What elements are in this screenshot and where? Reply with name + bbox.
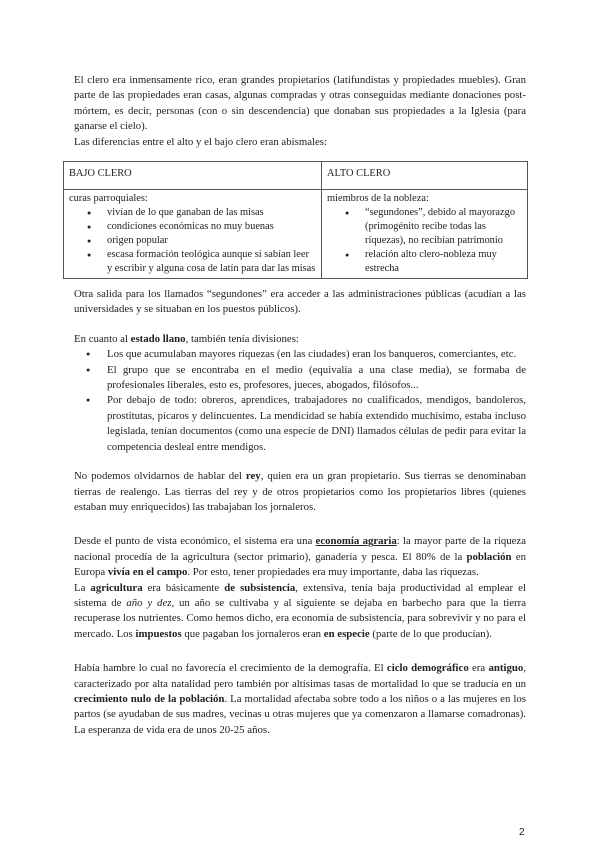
intro-paragraph: El clero era inmensamente rico, eran grandes propietarios (latifundistas y propiedades muebles). Gran parte de las propiedades eran casas, algunas compradas y otras conseguidas mediante donaciones post-mórtem, es decir, personas (con o sin descendencia) que donaban sus propiedades a la Iglesia (para ganarse el cielo). [74, 74, 526, 133]
rey-paragraph [74, 469, 526, 515]
rey-term: rey [245, 470, 261, 483]
clergy-table [63, 161, 528, 279]
clergy-table-header-row [64, 162, 528, 190]
text-span: que pagaban los jornaleros eran [181, 627, 324, 640]
crecimiento-nulo-term: crecimiento nulo de la población [74, 692, 225, 705]
page-number: 2 [519, 827, 525, 838]
text-span: En cuanto al [74, 332, 131, 345]
antiguo-term: antiguo [488, 662, 524, 675]
ciclo-demografico-term: ciclo demográfico [386, 662, 469, 675]
demografia-paragraph [74, 661, 526, 738]
text-span: . Por esto, tener propiedades era muy importante, daba las riquezas. [187, 566, 479, 579]
estado-llano-intro [74, 332, 526, 347]
bajo-clero-lead: curas parroquiales: [69, 193, 148, 205]
text-span: Había hambre lo cual no favorecía el crecimiento de la demografía. El [74, 662, 387, 675]
text-span: en Europa [74, 550, 526, 579]
impuestos-term: impuestos [135, 627, 182, 640]
bajo-clero-cell [64, 190, 322, 279]
text-span: , también tenía divisiones: [185, 332, 299, 345]
ano-y-dez-term: año y dez [126, 596, 172, 609]
bajo-clero-list [69, 206, 316, 276]
text-span: era [468, 662, 489, 675]
list-item: ● escasa formación teológica aunque sí sabían leer y escribir y alguna cosa de latín para dar las misas [69, 248, 316, 276]
text-span: , extensiva, tenía baja productividad al emplear el sistema de [74, 581, 526, 609]
text-span: era básicamente [142, 581, 225, 594]
alto-clero-lead: miembros de la nobleza: [327, 193, 429, 205]
poblacion-term: población [466, 550, 512, 563]
economia-paragraph [74, 534, 526, 580]
estado-llano-list [84, 347, 526, 455]
text-span: , quien era un gran propietario. Sus tierras se denominaban tierras de realengo. Las tierras del rey y de otros propietarios como los propietarios libres (quienes estaban muy enriquecidos) las trabajaban los jornaleros. [74, 470, 526, 513]
estado-llano-term: estado llano [130, 332, 186, 345]
text-span: , caracterizado por alta natalidad pero también por altísimas tasas de mortalidad lo que se traducía en un [74, 662, 526, 690]
economia-agraria-term: economía agraria [315, 535, 397, 548]
alto-clero-header: ALTO CLERO [322, 162, 528, 190]
alto-clero-list [327, 206, 522, 276]
agricultura-paragraph [74, 581, 526, 643]
list-item: ● condiciones económicas no muy buenas [69, 220, 316, 234]
text-span: . La mortalidad afectaba sobre todo a los niños o a las mujeres en los partos (se ayudaban de sus madres, vecinas u otras mujeres que ya comenzaron a llamarse comadronas). La esperanza de vida era de unos 20-25 años. [74, 692, 526, 736]
list-item: ● Los que acumulaban mayores riquezas (en las ciudades) eran los banqueros, comerciantes, etc. [84, 347, 526, 362]
list-item: ● vivían de lo que ganaban de las misas [69, 206, 316, 220]
text-span: : la mayor parte de la riqueza nacional procedía de la agricultura (sector primario), ganadería y pesca. El 80% de la [74, 535, 526, 563]
bajo-clero-header: BAJO CLERO [64, 162, 322, 190]
alto-clero-cell [322, 190, 528, 279]
page-content [69, 73, 526, 738]
text-span: La [74, 581, 91, 594]
segundones-paragraph: Otra salida para los llamados “segundones” era acceder a las administraciones públicas (acudían a las universidades y se situaban en los puestos públicos). [74, 288, 526, 316]
text-span: No podemos olvidarnos de hablar del [74, 470, 246, 483]
text-span: (parte de lo que producían). [369, 627, 492, 640]
list-item: ● relación alto clero-nobleza muy estrecha [327, 248, 522, 276]
subsistencia-term: de subsistencia [224, 581, 296, 594]
text-span: Desde el punto de vista económico, el sistema era una [74, 535, 316, 548]
agricultura-term: agricultura [90, 581, 143, 594]
clergy-table-body-row [64, 190, 528, 279]
vivia-campo-term: vivía en el campo [107, 566, 188, 579]
en-especie-term: en especie [323, 627, 370, 640]
list-item: ● “segundones”, debido al mayorazgo (primogénito recibe todas las riquezas), no recibían patrimonio [327, 206, 522, 248]
text-span: , un año se cultivaba y al siguiente se dejaba en barbecho para que la tierra recuperase los nutrientes. Como hemos dicho, era economía de subsistencia, para sobrevivir y no para el mercado. Los [74, 596, 526, 640]
intro-differences-line: Las diferencias entre el alto y el bajo clero eran abismales: [74, 135, 328, 148]
list-item: ● Por debajo de todo: obreros, aprendices, trabajadores no cualificados, mendigos, bandoleros, prostitutas, pícaros y delincuentes. La mendicidad se había extendido muchísimo, estaba incluso legislada, tenían documentos (como una especie de DNI) llamados células de pedir para evitar la competencia desleal entre mendigos. [84, 393, 526, 455]
list-item: ● El grupo que se encontraba en el medio (equivalía a una clase media), se formaba de profesionales liberales, esto es, profesores, jueces, abogados, filósofos... [84, 363, 526, 394]
list-item: ● origen popular [69, 234, 316, 248]
